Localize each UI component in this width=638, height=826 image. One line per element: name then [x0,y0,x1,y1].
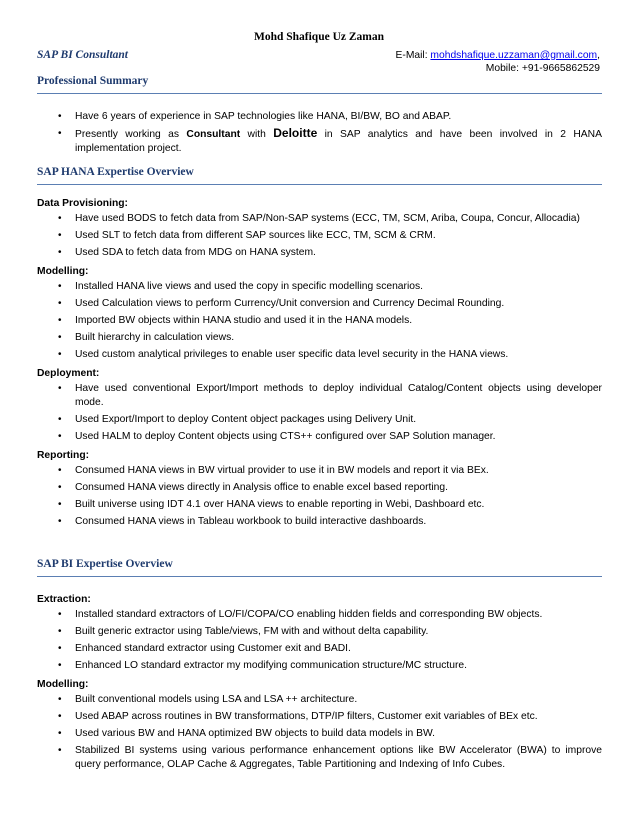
summary-role: Consultant [186,129,241,140]
email-line [396,49,600,62]
list-item: • Built conventional models using LSA and LSA ++ architecture. [37,693,602,707]
list-item: • Imported BW objects within HANA studio and used it in the HANA models. [37,314,602,328]
list-item: • Used SDA to fetch data from MDG on HANA system. [37,246,602,260]
summary-section [37,110,602,159]
list-item: • Used SLT to fetch data from different SAP sources like ECC, TM, SCM & CRM. [37,229,602,243]
list-item: • Used custom analytical privileges to enable user specific data level security in the HANA views. [37,348,602,362]
hana-provisioning-list [37,212,602,260]
section-divider [37,184,602,185]
email-suffix: , [597,50,600,61]
summary-company: Deloitte [273,126,318,140]
section-title-bi: SAP BI Expertise Overview [37,558,173,570]
section-title-summary: Professional Summary [37,75,149,87]
hana-section [37,195,602,532]
bi-extraction-list [37,608,602,673]
list-item: • Used various BW and HANA optimized BW objects to build data models in BW. [37,727,602,741]
list-item: • Used HALM to deploy Content objects using CTS++ configured over SAP Solution manager. [37,430,602,444]
bi-modelling-list [37,693,602,771]
hana-reporting-list [37,464,602,529]
summary-text: Presently working as [75,129,187,140]
list-item: • Have used BODS to fetch data from SAP/Non-SAP systems (ECC, TM, SCM, Ariba, Coupa, Concur, Allocadia) [37,212,602,226]
list-item: • Have 6 years of experience in SAP technologies like HANA, BI/BW, BO and ABAP. [37,110,602,124]
subsection-heading: Reporting: [37,449,90,461]
email-link[interactable]: mohdshafique.uzzaman@gmail.com [430,50,598,61]
list-item: • Installed HANA live views and used the copy in specific modelling scenarios. [37,280,602,294]
list-item: • Used ABAP across routines in BW transformations, DTP/IP filters, Customer exit variables of BEx etc. [37,710,602,724]
list-item [37,127,602,155]
contact-info [396,49,600,75]
job-title: SAP BI Consultant [37,49,128,61]
list-item: • Consumed HANA views in BW virtual provider to use it in BW models and report it via BEx. [37,464,602,478]
list-item: • Enhanced LO standard extractor my modifying communication structure/MC structure. [37,659,602,673]
list-item: • Stabilized BI systems using various performance enhancement options like BW Accelerator (BWA) to improve query performance, OLAP Cache & Aggregates, Table Partitioning and Indexing of Info Cubes. [37,744,602,771]
list-item: • Used Calculation views to perform Currency/Unit conversion and Currency Decimal Rounding. [37,297,602,311]
list-item: • Consumed HANA views in Tableau workbook to build interactive dashboards. [37,515,602,529]
section-divider [37,576,602,577]
mobile-line: Mobile: +91-9665862529 [485,63,600,74]
section-divider [37,93,602,94]
subsection-heading: Extraction: [37,594,91,605]
section-title-hana: SAP HANA Expertise Overview [37,166,194,178]
hana-deployment-list [37,382,602,443]
list-item: • Consumed HANA views directly in Analysis office to enable excel based reporting. [37,481,602,495]
subsection-heading: Deployment: [37,368,100,379]
candidate-name: Mohd Shafique Uz Zaman [253,31,385,43]
subsection-heading: Data Provisioning: [37,198,128,209]
summary-text: in SAP analytics and have been involved in 2 HANA implementation project. [75,129,602,154]
bi-section [37,591,602,775]
hana-modelling-list [37,280,602,362]
email-label: E-Mail: [395,50,431,61]
subsection-heading: Modelling: [37,266,89,277]
summary-list [37,110,602,155]
list-item: • Used Export/Import to deploy Content object packages using Delivery Unit. [37,413,602,427]
summary-text: with [240,129,274,140]
list-item: • Built universe using IDT 4.1 over HANA views to enable reporting in Webi, Dashboard etc. [37,498,602,512]
list-item: • Have used conventional Export/Import methods to deploy individual Catalog/Content objects using developer mode. [37,382,602,409]
list-item: • Installed standard extractors of LO/FI/COPA/CO enabling hidden fields and corresponding BW objects. [37,608,602,622]
list-item: • Built generic extractor using Table/views, FM with and without delta capability. [37,625,602,639]
list-item: • Enhanced standard extractor using Customer exit and BADI. [37,642,602,656]
subsection-heading: Modelling: [37,679,89,690]
list-item: • Built hierarchy in calculation views. [37,331,602,345]
